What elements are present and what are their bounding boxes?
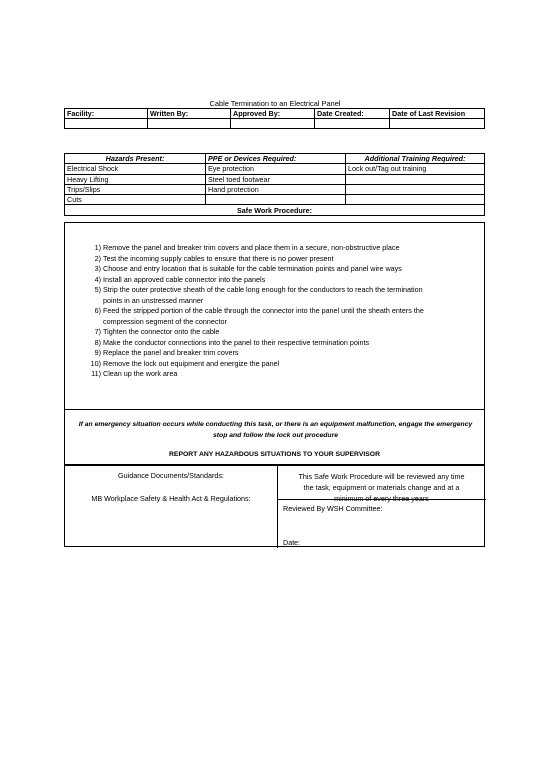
- step-number: 7): [94, 327, 101, 336]
- table-row: [65, 184, 485, 194]
- review-line-2: the task, equipment or materials change and at a: [303, 483, 460, 492]
- procedure-box: [64, 222, 485, 410]
- hazards-header: Hazards Present:: [65, 154, 206, 164]
- procedure-step: [65, 243, 475, 254]
- step-number: 1): [94, 243, 101, 252]
- step-number: 10): [90, 358, 101, 368]
- document-title: Cable Termination to an Electrical Panel: [209, 99, 341, 108]
- training-cell: Lock out/Tag out training: [346, 164, 485, 174]
- procedure-step: [65, 275, 475, 286]
- ppe-cell: Steel toed footwear: [206, 174, 346, 184]
- approved-by-label: Approved By:: [231, 109, 315, 119]
- review-line-1: This Safe Work Procedure will be reviewed any time: [298, 472, 465, 481]
- procedure-step: [65, 359, 475, 370]
- training-cell: [346, 184, 485, 194]
- step-text: Strip the outer protective sheath of the cable long enough for the conductors to reach the termination: [103, 285, 423, 294]
- table-row: [65, 164, 485, 174]
- header-table: [64, 108, 485, 129]
- table-row: [65, 195, 485, 205]
- safe-work-heading: Safe Work Procedure:: [65, 205, 485, 215]
- table-row: [65, 174, 485, 184]
- procedure-step: [65, 369, 475, 380]
- step-text: Tighten the connector onto the cable: [103, 327, 220, 336]
- procedure-step: [65, 254, 475, 265]
- hazard-cell: Cuts: [65, 195, 206, 205]
- procedure-steps: [65, 243, 475, 380]
- date-last-revision-label: Date of Last Revision: [390, 109, 485, 119]
- date-last-revision-value[interactable]: [390, 119, 485, 129]
- emergency-text: [71, 420, 480, 441]
- hazard-cell: Electrical Shock: [65, 164, 206, 174]
- guidance-item: MB Workplace Safety & Health Act & Regulations:: [91, 494, 251, 503]
- ppe-header: PPE or Devices Required:: [206, 154, 346, 164]
- procedure-step: [65, 327, 475, 338]
- footer-box: [64, 465, 485, 547]
- procedure-step: [65, 348, 475, 359]
- hazard-cell: Trips/Slips: [65, 184, 206, 194]
- step-text: compression segment of the connector: [103, 316, 227, 326]
- step-number: 9): [94, 348, 101, 357]
- step-number: 5): [94, 285, 101, 294]
- training-header: Additional Training Required:: [346, 154, 485, 164]
- guidance-heading: Guidance Documents/Standards:: [118, 471, 224, 480]
- date-label: Date:: [283, 538, 301, 547]
- step-text: Remove the lock out equipment and energize the panel: [103, 358, 280, 368]
- step-number: 6): [94, 306, 101, 315]
- written-by-label: Written By:: [148, 109, 231, 119]
- step-number: 2): [94, 253, 101, 263]
- date-created-label: Date Created:: [315, 109, 390, 119]
- ppe-cell: [206, 195, 346, 205]
- step-number: 3): [94, 264, 101, 273]
- step-text: Make the conductor connections into the panel to their respective termination points: [103, 337, 370, 347]
- step-text: Feed the stripped portion of the cable through the connector into the panel until the sheath enters the: [103, 306, 424, 315]
- step-text: Test the incoming supply cables to ensure that there is no power present: [103, 253, 334, 263]
- date-created-value[interactable]: [315, 119, 390, 129]
- safe-work-heading-row: [65, 205, 485, 215]
- facility-value[interactable]: [65, 119, 148, 129]
- review-statement: [277, 471, 486, 504]
- procedure-step: [65, 306, 475, 327]
- review-line-3: minimum of every three years: [334, 494, 429, 503]
- emergency-line-2: stop and follow the lock out procedure: [213, 431, 338, 439]
- step-text: Install an approved cable connector into the panels: [103, 274, 266, 284]
- procedure-step: [65, 285, 475, 306]
- training-cell: [346, 174, 485, 184]
- step-text: points in an unstressed manner: [103, 295, 204, 305]
- emergency-line-1: If an emergency situation occurs while conducting this task, or there is an equipment malfunction, engage the emergency: [78, 421, 473, 428]
- step-text: Remove the panel and breaker trim covers and place them in a secure, non-obstructive place: [103, 243, 400, 252]
- header-values-row: [65, 119, 485, 129]
- ppe-cell: Hand protection: [206, 184, 346, 194]
- training-cell: [346, 195, 485, 205]
- header-row: [65, 109, 485, 119]
- ppe-cell: Eye protection: [206, 164, 346, 174]
- step-text: Clean up the work area: [103, 369, 178, 378]
- hazards-header-row: [65, 154, 485, 164]
- hazard-cell: Heavy Lifting: [65, 174, 206, 184]
- procedure-step: [65, 264, 475, 275]
- written-by-value[interactable]: [148, 119, 231, 129]
- step-number: 4): [94, 274, 101, 284]
- emergency-box: [64, 409, 485, 465]
- procedure-step: [65, 338, 475, 349]
- step-number: 8): [94, 337, 101, 347]
- reviewed-by-label: Reviewed By WSH Committee:: [283, 504, 383, 513]
- step-number: 11): [91, 369, 101, 378]
- facility-label: Facility:: [65, 109, 148, 119]
- approved-by-value[interactable]: [231, 119, 315, 129]
- hazards-table: [64, 153, 485, 216]
- step-text: Replace the panel and breaker trim covers: [103, 348, 239, 357]
- step-text: Choose and entry location that is suitable for the cable termination points and panel wire ways: [103, 264, 402, 273]
- report-hazards-text: REPORT ANY HAZARDOUS SITUATIONS TO YOUR SUPERVISOR: [169, 451, 380, 458]
